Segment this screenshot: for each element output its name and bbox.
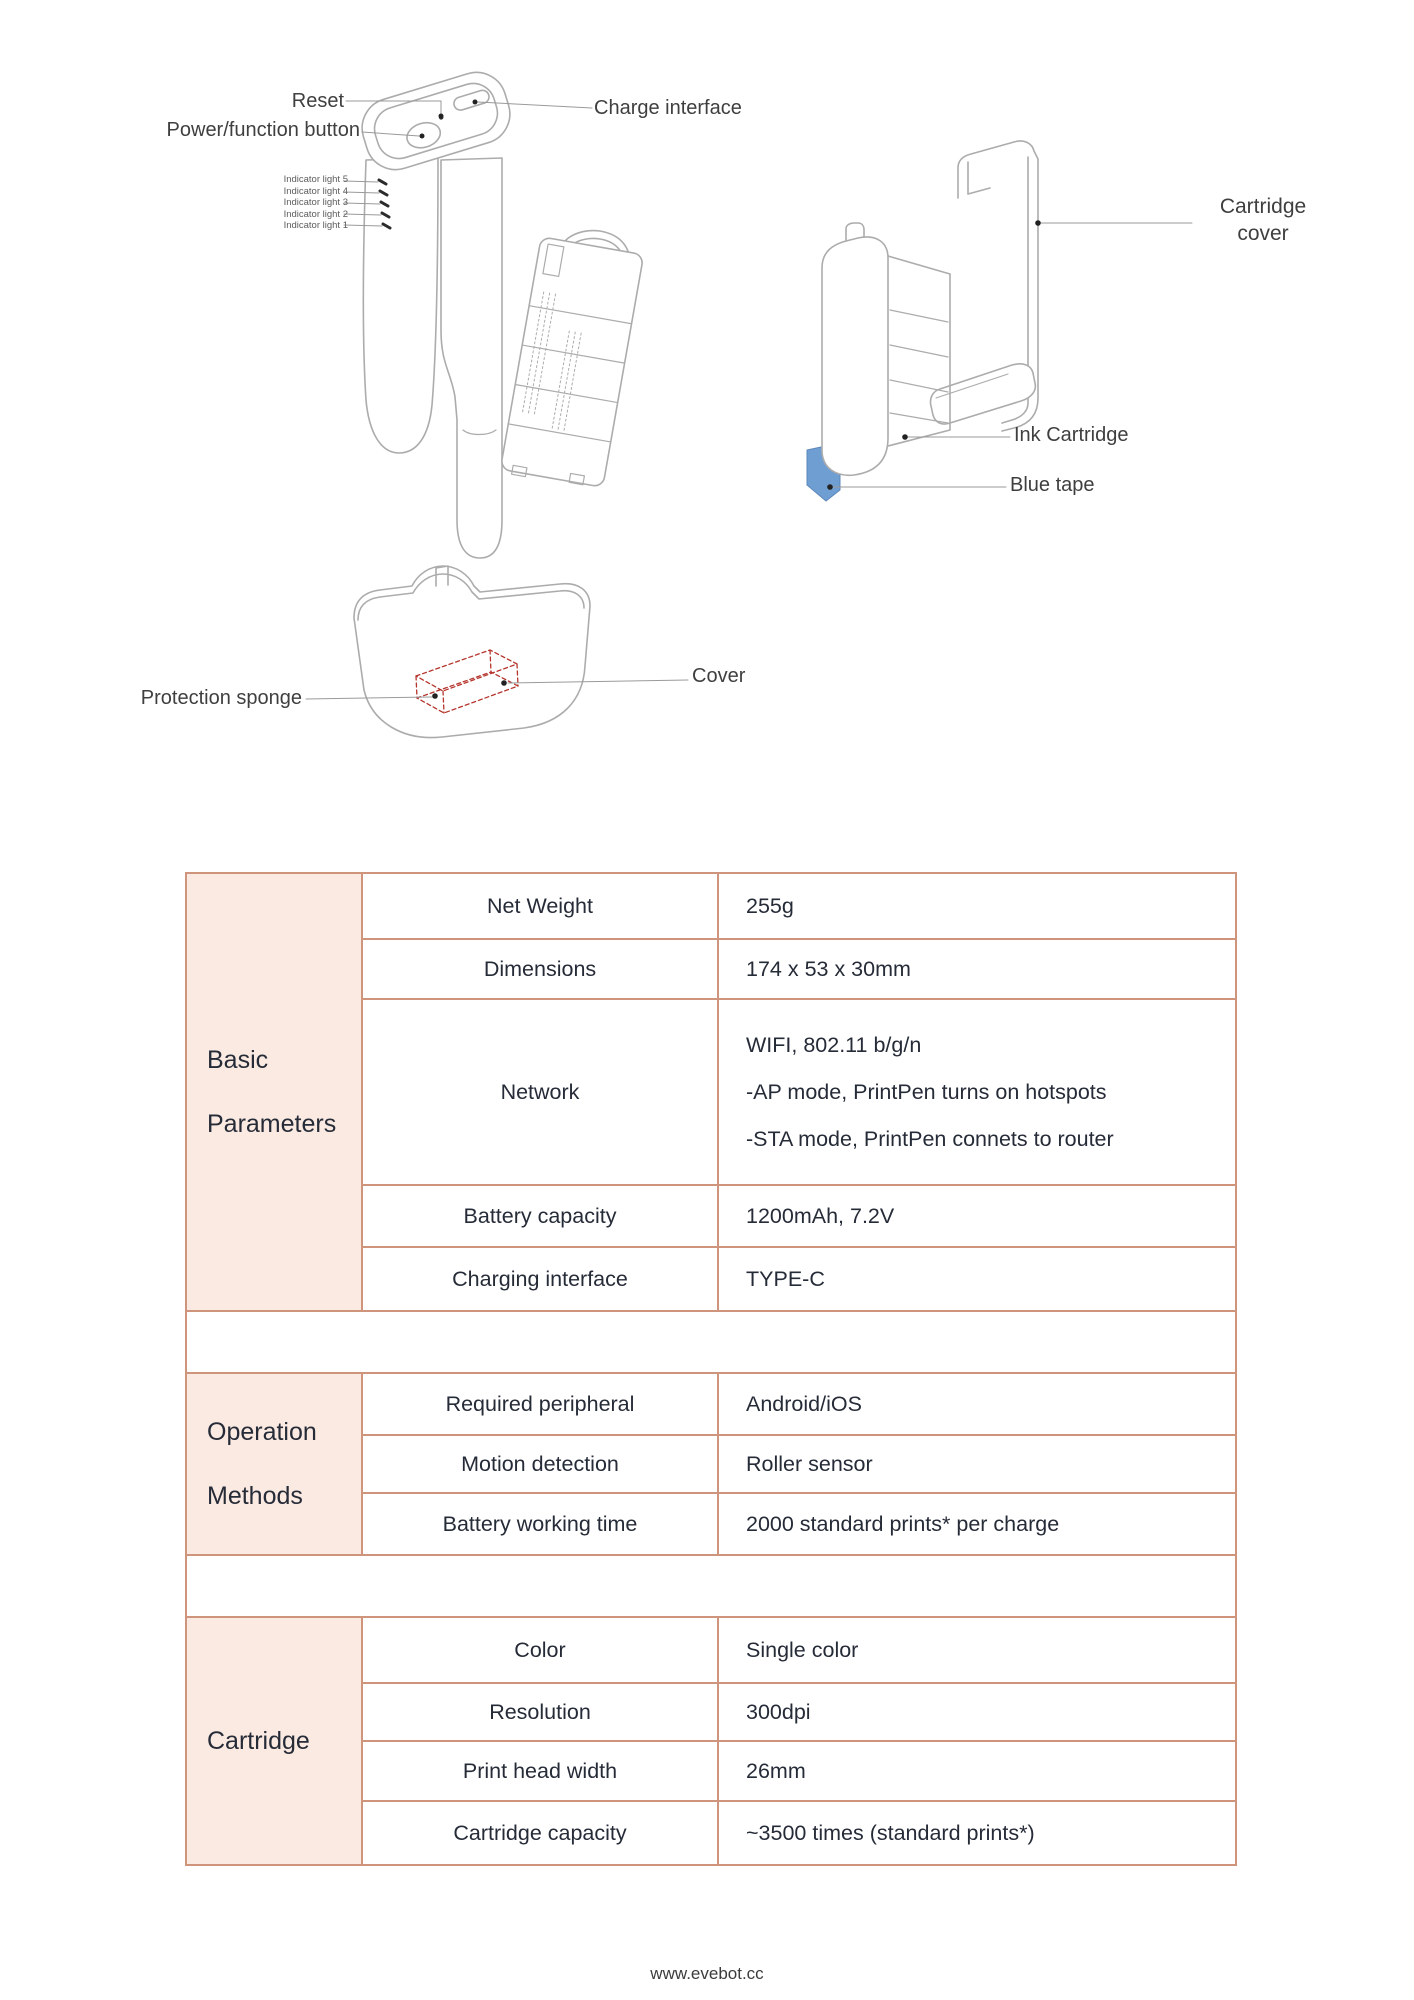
section-title-line: Parameters (207, 1110, 337, 1138)
spec-label-net-weight: Net Weight (363, 874, 719, 940)
label-power-function-button: Power/function button (166, 119, 360, 141)
spec-value-dimensions: 174 x 53 x 30mm (719, 940, 1235, 1000)
label-cartridge-cover-line1: Cartridge (1219, 195, 1307, 218)
label-cover: Cover (692, 665, 746, 687)
spec-label-network: Network (363, 1000, 719, 1186)
label-indicator-light-5: Indicator light 5 (283, 174, 348, 185)
spec-table (185, 872, 1237, 1866)
spec-value-motion-detection: Roller sensor (719, 1436, 1235, 1494)
spec-value-charging-interface: TYPE-C (746, 1266, 825, 1291)
spec-value-print-head-width: 26mm (719, 1742, 1235, 1802)
network-line: WIFI, 802.11 b/g/n (746, 1032, 922, 1057)
spec-value-resolution: 300dpi (719, 1684, 1235, 1742)
spec-value-network (719, 1000, 1235, 1186)
spec-label-battery-capacity: Battery capacity (363, 1186, 719, 1248)
spec-label-dimensions: Dimensions (363, 940, 719, 1000)
section-basic-parameters (185, 872, 1237, 1312)
label-indicator-light-4: Indicator light 4 (283, 185, 348, 197)
label-protection-sponge: Protection sponge (140, 687, 302, 709)
cartridge-holder-drawing (500, 231, 644, 491)
spec-label-print-head-width: Print head width (363, 1742, 719, 1802)
cover-drawing (354, 566, 590, 738)
spec-label-motion-detection: Motion detection (363, 1436, 719, 1494)
table-section-gap (185, 1556, 1237, 1616)
table-section-gap (185, 1312, 1237, 1372)
spec-value-color: Single color (719, 1618, 1235, 1684)
label-indicator-lights (284, 174, 348, 232)
label-charge-interface: Charge interface (594, 97, 742, 119)
footer-url: www.evebot.cc (650, 1964, 764, 1983)
spec-label-resolution: Resolution (363, 1684, 719, 1742)
spec-label-charging-interface: Charging interface (363, 1248, 719, 1310)
spec-label-battery-working-time: Battery working time (363, 1494, 719, 1554)
spec-value-cartridge-capacity: ~3500 times (standard prints*) (746, 1820, 1035, 1845)
spec-value-required-peripheral: Android/iOS (719, 1374, 1235, 1436)
label-reset: Reset (291, 90, 344, 112)
section-operation-methods (185, 1372, 1237, 1556)
label-ink-cartridge: Ink Cartridge (1014, 424, 1129, 446)
section-title-line: Operation (207, 1418, 317, 1446)
section-title-line: Basic (207, 1046, 269, 1074)
cartridge-cover-drawing (930, 141, 1038, 431)
spec-label-cartridge-capacity: Cartridge capacity (363, 1802, 719, 1864)
section-title-basic-parameters (187, 874, 363, 1310)
network-line: -STA mode, PrintPen connets to router (746, 1126, 1114, 1151)
spec-value-battery-capacity: 1200mAh, 7.2V (719, 1186, 1235, 1248)
pen-front-shell-drawing (363, 158, 438, 453)
section-title-line: Cartridge (207, 1727, 310, 1755)
section-title-operation-methods (187, 1374, 363, 1554)
spec-value-net-weight: 255g (719, 874, 1235, 940)
label-blue-tape: Blue tape (1010, 474, 1095, 496)
section-title-line: Methods (207, 1482, 303, 1510)
spec-label-required-peripheral: Required peripheral (363, 1374, 719, 1436)
spec-label-color: Color (363, 1618, 719, 1684)
label-indicator-light-2: Indicator light 2 (283, 208, 348, 220)
label-indicator-light-3: Indicator light 3 (283, 197, 348, 208)
label-indicator-light-1: Indicator light 1 (283, 220, 348, 231)
section-title-cartridge (187, 1618, 363, 1864)
spec-value-battery-working-time: 2000 standard prints* per charge (746, 1511, 1060, 1536)
network-line: -AP mode, PrintPen turns on hotspots (746, 1079, 1107, 1104)
label-cartridge-cover-line2: cover (1237, 222, 1289, 245)
label-cartridge-cover (1198, 193, 1328, 247)
section-cartridge (185, 1616, 1237, 1866)
